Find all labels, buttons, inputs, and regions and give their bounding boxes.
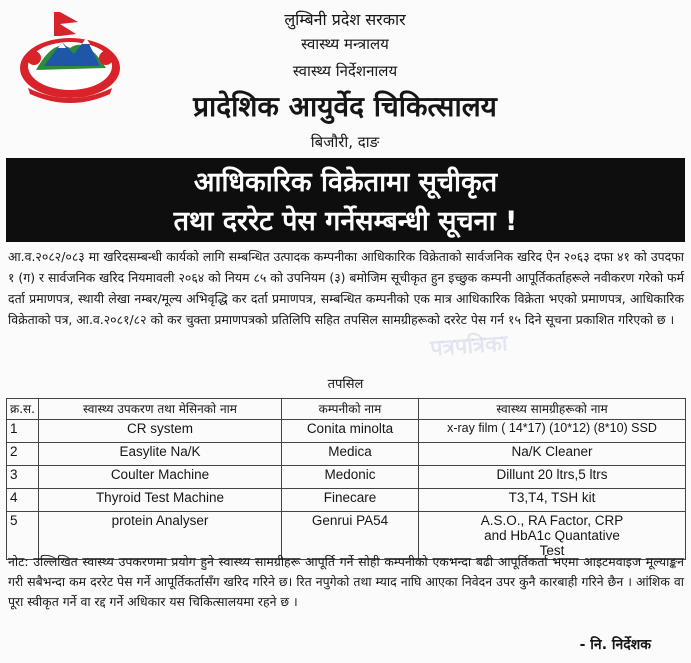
table-row — [7, 420, 686, 443]
row-serial: 2 — [7, 443, 39, 466]
row-company: Genrui PA54 — [281, 512, 418, 560]
hospital-location: बिजौरी, दाङ — [310, 133, 380, 151]
row-supplies: T3,T4, TSH kit — [418, 489, 685, 512]
directorate-name: स्वास्थ्य निर्देशनालय — [292, 62, 398, 80]
supplies-table — [6, 398, 686, 560]
row-supplies: x-ray film ( 14*17) (10*12) (8*10) SSD — [418, 420, 685, 443]
row-company: Finecare — [281, 489, 418, 512]
table-header-row — [7, 399, 686, 420]
notice-title-banner — [6, 158, 685, 242]
row-equipment: protein Analyser — [38, 512, 281, 560]
province-government: लुम्बिनी प्रदेश सरकार — [284, 10, 406, 29]
notice-body-paragraph: आ.व.२०८२/०८३ मा खरिदसम्बन्धी कार्यको लागि सम्बन्धित उत्पादक कम्पनीका आधिकारिक विक्रेताको सार्वजनिक खरिद ऐन २०६३ दफा ४१ को उपदफा १ (ग) र सार्वजनिक खरिद नियमावली २०६४ को नियम ८५ को उपनियम (३) बमोजिम सूचीकृत हुन इच्छुक कम्पनी आपूर्तिकर्ताहरूले नवीकरण गरेको फर्म दर्ता प्रमाणपत्र, स्थायी लेखा नम्बर/मूल्य अभिवृद्धि कर दर्ता प्रमाणपत्र, सम्बन्धित कम्पनीको एक मात्र आधिकारिक विक्रेता भएको प्रमाणपत्र, आधिकारिक विक्रेताको पत्र, आ.व.२०८१/८२ को कर चुक्ता प्रमाणपत्रको प्रतिलिपि सहित तपसिल सामग्रीहरूको दररेट पेस गर्न १५ दिने सूचना प्रकाशित गरिएको छ । — [8, 249, 684, 327]
table-row — [7, 489, 686, 512]
signatory-title: - नि. निर्देशक — [579, 637, 651, 653]
row-equipment: Thyroid Test Machine — [38, 489, 281, 512]
row-company: Medonic — [281, 466, 418, 489]
source-watermark: पत्रपत्रिका — [429, 331, 509, 362]
ministry-name: स्वास्थ्य मन्त्रालय — [301, 35, 389, 53]
row-equipment: Easylite Na/K — [38, 443, 281, 466]
row-company: Conita minolta — [281, 420, 418, 443]
col-company: कम्पनीको नाम — [281, 399, 418, 420]
row-serial: 5 — [7, 512, 39, 560]
col-supplies: स्वास्थ्य सामग्रीहरूको नाम — [418, 399, 685, 420]
row-serial: 1 — [7, 420, 39, 443]
row-serial: 3 — [7, 466, 39, 489]
row-serial: 4 — [7, 489, 39, 512]
row-supplies: A.S.O., RA Factor, CRP and HbA1c Quantative Test — [418, 512, 685, 560]
table-row — [7, 466, 686, 489]
table-row — [7, 443, 686, 466]
footer-note: नोट: उल्लिखित स्वास्थ्य उपकरणमा प्रयोग हुने स्वास्थ्य सामग्रीहरू आपूर्ति गर्ने सोही कम्पनीको एकभन्दा बढी आपूर्तिकर्ता भएमा आइटमवाइज मूल्याङ्कन गरी सबैभन्दा कम दररेट पेस गर्ने आपूर्तिकर्तासँग खरिद गरिने छ। रित नपुगेको तथा म्याद नाघि आएका निवेदन उपर कुनै कारबाही गरिने छैन । आंशिक वा पूरा स्वीकृत गर्ने वा रद्द गर्ने अधिकार यस चिकित्सालयमा रहने छ । — [8, 554, 684, 609]
col-equipment: स्वास्थ्य उपकरण तथा मेसिनको नाम — [38, 399, 281, 420]
row-supplies: Dillunt 20 ltrs,5 ltrs — [418, 466, 685, 489]
row-company: Medica — [281, 443, 418, 466]
nepal-emblem-icon — [14, 8, 126, 104]
row-equipment: CR system — [38, 420, 281, 443]
col-serial: क्र.स. — [7, 399, 39, 420]
schedule-title: तपसिल — [327, 377, 364, 392]
notice-title-line1: आधिकारिक विक्रेतामा सूचीकृत — [193, 167, 498, 198]
row-supplies: Na/K Cleaner — [418, 443, 685, 466]
hospital-name: प्रादेशिक आयुर्वेद चिकित्सालय — [193, 90, 497, 123]
row-equipment: Coulter Machine — [38, 466, 281, 489]
notice-title-line2: तथा दररेट पेस गर्नेसम्बन्धी सूचना ! — [173, 206, 518, 237]
